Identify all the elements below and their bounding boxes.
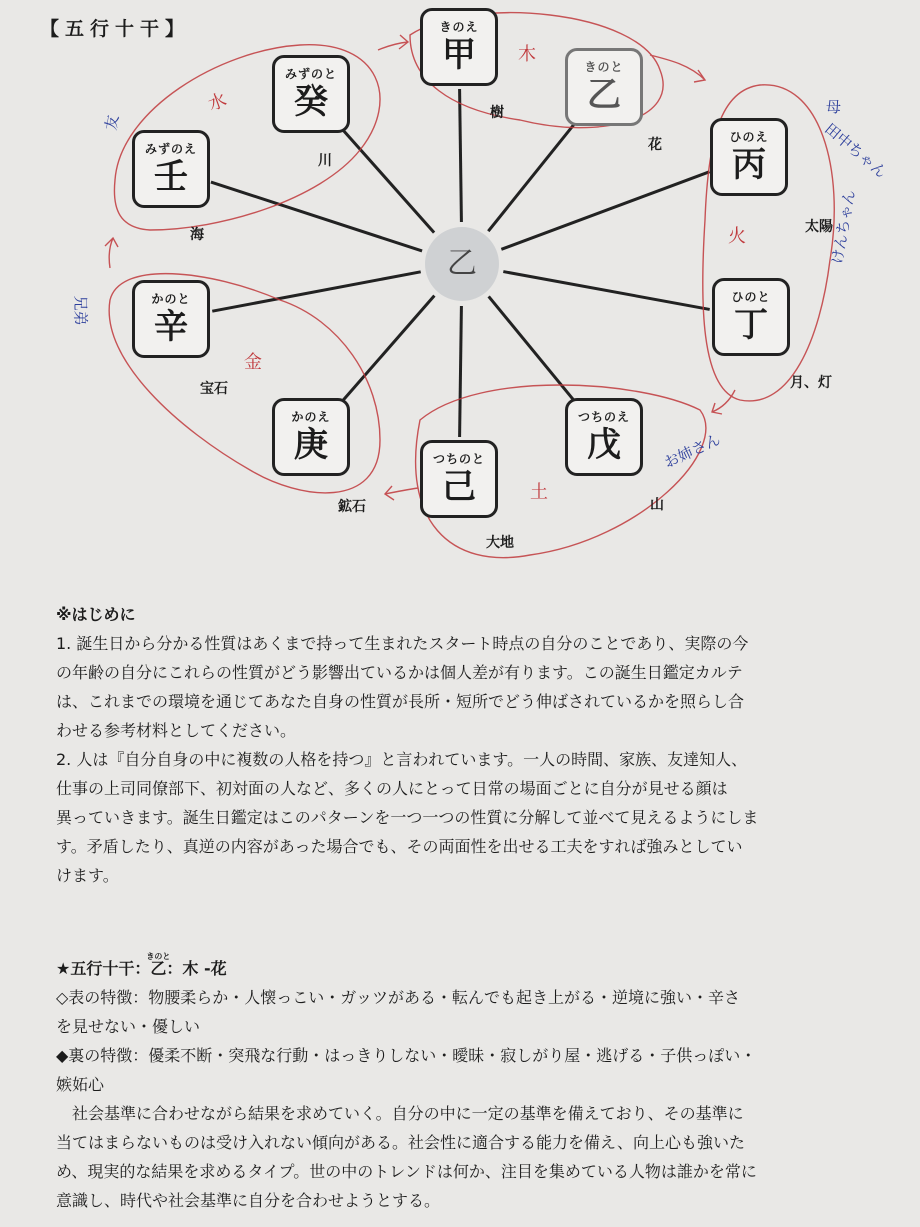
stem-reading: みずのえ	[144, 142, 197, 156]
stem-label-tsuchinoto: 大地	[486, 535, 514, 551]
annotation-wood: 木	[518, 44, 536, 65]
stem-reading: つちのと	[432, 452, 485, 466]
heading-prefix: ★五行十干：	[56, 959, 151, 978]
stem-reading: ひのと	[731, 290, 771, 304]
back-traits-line: 嫉妬心	[56, 1075, 105, 1094]
intro-line: 異っていきます。誕生日鑑定はこのパターンを一つ一つの性質に分解して並べて見えるようにしま	[56, 808, 759, 827]
intro-line: 仕事の上司同僚部下、初対面の人など、多くの人にとって日常の場面ごとに自分が見せる顔は	[56, 779, 728, 798]
stem-char: 甲	[442, 35, 476, 75]
front-traits-line: ◇表の特徴：物腰柔らか・人懐っこい・ガッツがある・転んでも起き上がる・逆境に強い・辛さ	[56, 988, 740, 1007]
stem-box-hinoe	[710, 118, 788, 196]
stem-label-kanoe: 鉱石	[338, 499, 366, 515]
stem-reading: ひのえ	[729, 130, 769, 144]
stem-char: 癸	[294, 82, 328, 122]
stem-box-tsuchinoe	[565, 398, 643, 476]
spoke-kinoto	[488, 120, 577, 231]
stem-char: 辛	[154, 307, 188, 347]
intro-line: の年齢の自分にこれらの性質がどう影響出ているかは個人差が有ります。この誕生日鑑定カルテ	[56, 663, 743, 682]
stem-reading: かのえ	[291, 410, 331, 424]
annotation-metal: 金	[244, 352, 262, 373]
stem-label-hinoe: 太陽	[805, 219, 833, 235]
intro-line: わせる参考材料としてください。	[56, 721, 297, 740]
annotation-brother: 兄弟	[71, 295, 90, 326]
five-elements-diagram	[0, 0, 920, 590]
stem-box-hinoto	[712, 278, 790, 356]
stem-box-kanoe	[272, 398, 350, 476]
stem-reading: きのえ	[439, 20, 479, 34]
annotation-tanaka: 田中ちゃん	[821, 119, 891, 182]
stem-label-kinoe: 樹	[490, 105, 504, 121]
front-traits-line: を見せない・優しい	[56, 1017, 201, 1036]
stem-char: 己	[442, 467, 476, 507]
annotation-fire: 火	[728, 226, 746, 247]
stem-reading: きのと	[584, 60, 624, 74]
stem-box-kinoe	[420, 8, 498, 86]
heading-char: 乙	[150, 959, 167, 978]
spoke-kanoe	[339, 296, 435, 406]
stem-box-kinoto	[565, 48, 643, 126]
stem-char: 庚	[294, 425, 328, 465]
heading-char-with-ruby	[146, 952, 171, 983]
intro-heading: ※はじめに	[56, 605, 136, 624]
back-traits-line: ◆裏の特徴：優柔不断・突飛な行動・はっきりしない・曖昧・寂しがり屋・逃げる・子供っぽい・	[56, 1046, 757, 1065]
stem-detail-heading	[56, 954, 886, 983]
arrow-earth-metal	[385, 486, 418, 500]
spoke-hinoto	[503, 272, 709, 310]
page-title: 【五行十干】	[40, 18, 191, 40]
body-line: 意識し、時代や社会基準に自分を合わせようとする。	[56, 1191, 441, 1210]
stem-label-mizunoto: 川	[318, 153, 332, 169]
stem-detail-section	[56, 954, 886, 1215]
intro-line: けます。	[56, 866, 119, 885]
intro-line: 2. 人は『自分自身の中に複数の人格を持つ』と言われています。一人の時間、家族、友達知人、	[56, 750, 748, 769]
stem-reading: かのと	[151, 292, 191, 306]
intro-section	[56, 600, 886, 890]
spoke-tsuchinoto	[460, 306, 462, 437]
body-line: 社会基準に合わせながら結果を求めていく。自分の中に一定の基準を備えており、その基準に	[56, 1104, 744, 1123]
annotation-friend: 友	[101, 113, 123, 132]
stem-char: 壬	[154, 157, 188, 197]
stem-reading: みずのと	[284, 67, 337, 81]
stem-label-mizunoe: 海	[190, 227, 204, 243]
center-stem-circle: 乙	[425, 227, 499, 301]
stem-char: 丙	[732, 145, 766, 185]
annotation-sister: お姉さん	[661, 430, 724, 472]
spoke-kinoe	[460, 89, 462, 222]
stem-label-kanoto: 宝石	[200, 381, 228, 397]
stem-label-tsuchinoe: 山	[650, 497, 664, 513]
intro-line: 1. 誕生日から分かる性質はあくまで持って生まれたスタート時点の自分のことであり、実際の今	[56, 634, 749, 653]
stem-char: 戊	[587, 425, 621, 465]
stem-char: 丁	[734, 305, 768, 345]
arrow-metal-water	[105, 238, 118, 268]
annotation-kenchan: けんちゃん	[827, 188, 859, 266]
spoke-hinoe	[501, 172, 709, 250]
spoke-tsuchinoe	[489, 296, 578, 404]
annotation-mother: 母	[826, 98, 842, 116]
stem-box-tsuchinoto	[420, 440, 498, 518]
annotation-water: 水	[205, 89, 230, 116]
body-line: 当てはまらないものは受け入れない傾向がある。社会性に適合する能力を備え、向上心も強いた	[56, 1133, 745, 1152]
stem-char: 乙	[587, 75, 621, 115]
stem-reading: つちのえ	[577, 410, 630, 424]
stem-label-hinoto: 月、灯	[790, 375, 832, 391]
spoke-kanoto	[212, 272, 420, 311]
annotation-earth: 土	[530, 482, 548, 503]
arrow-fire-earth	[712, 390, 735, 414]
intro-line: す。矛盾したり、真逆の内容があった場合でも、その両面性を出せる工夫をすれば強みとしてい	[56, 837, 743, 856]
intro-line: は、これまでの環境を通じてあなた自身の性質が長所・短所でどう伸ばされているかを照らし合	[56, 692, 745, 711]
heading-suffix: ：木 -花	[166, 959, 227, 978]
spoke-mizunoto	[339, 125, 434, 232]
heading-ruby: きのと	[146, 952, 171, 961]
arrow-water-wood	[378, 35, 408, 50]
body-line: め、現実的な結果を求めるタイプ。世の中のトレンドは何か、注目を集めている人物は誰かを常に	[56, 1162, 757, 1181]
arrow-wood-fire	[650, 55, 705, 82]
stem-box-mizunoe	[132, 130, 210, 208]
stem-box-kanoto	[132, 280, 210, 358]
stem-box-mizunoto	[272, 55, 350, 133]
stem-label-kinoto: 花	[648, 137, 662, 153]
